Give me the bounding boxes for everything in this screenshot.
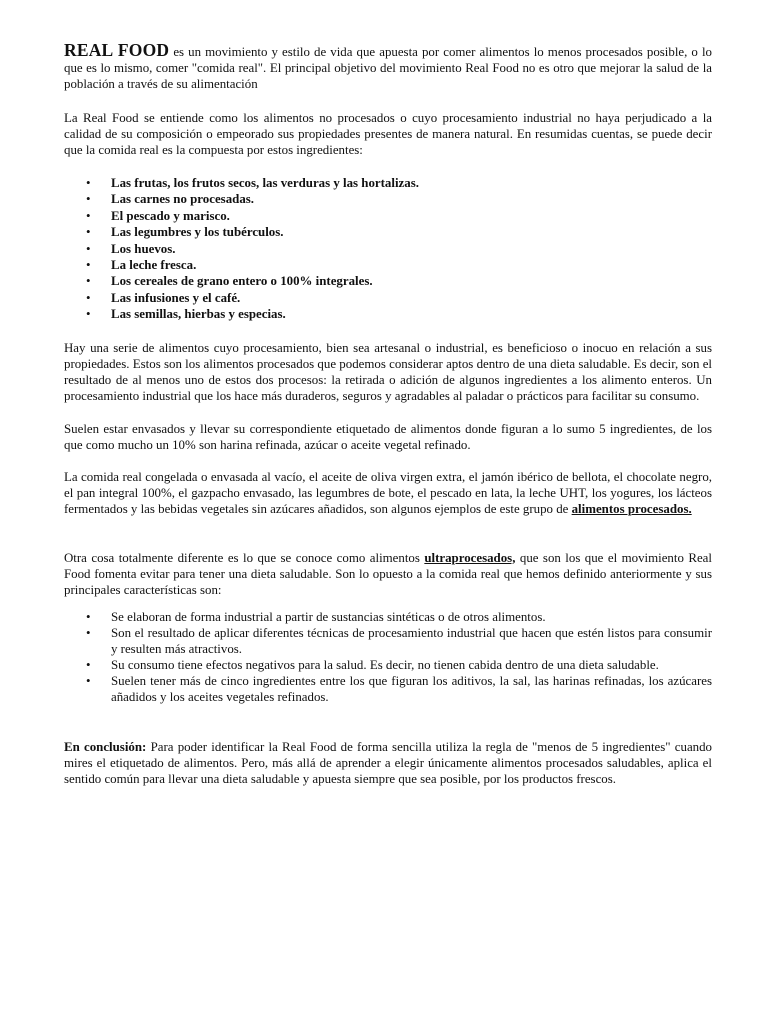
bullet-icon: • [86, 673, 91, 688]
list-item: • Las frutas, los frutos secos, las verduras y las hortalizas. [86, 176, 419, 190]
packaging-paragraph: Suelen estar envasados y llevar su correspondiente etiquetado de alimentos donde figuran a lo sumo 5 ingredientes, de los que como mucho un 10% son harina refinada, azúcar o aceite vegetal refinado. [64, 421, 712, 452]
examples-text: La comida real congelada o envasada al vacío, el aceite de oliva virgen extra, el jamón ibérico de bellota, el chocolate negro, el pan integral 100%, el gazpacho envasado, las legumbres de bote, el pescado en lata, la leche UHT, los yogures, los lácteos fermentados y las bebidas vegetales sin azúcares añadidos, son algunos ejemplos de este grupo de [64, 469, 712, 516]
bullet-icon: • [86, 176, 91, 190]
brand-title: REAL FOOD [64, 40, 170, 60]
bullet-icon: • [86, 225, 91, 240]
list-item: • El pescado y marisco. [86, 208, 230, 223]
examples-paragraph [64, 469, 712, 517]
bullet-icon: • [86, 307, 91, 322]
list-item: • Los huevos. [86, 241, 176, 256]
ultraprocessed-term: ultraprocesados, [424, 550, 516, 565]
bullet-icon: • [86, 609, 91, 624]
bullet-icon: • [86, 257, 91, 272]
ultraprocessed-paragraph [64, 550, 712, 598]
document-page [64, 42, 712, 787]
definition-paragraph: La Real Food se entiende como los alimentos no procesados o cuyo procesamiento industrial no haya perjudicado a la calidad de su composición o empeorado sus propiedades presentes de manera natural. En resumidas cuentas, se puede decir que la comida real es la compuesta por estos ingredientes: [64, 111, 712, 157]
bullet-icon: • [86, 625, 91, 640]
conclusion-paragraph [64, 739, 712, 787]
bullet-icon: • [86, 241, 91, 256]
conclusion-text: Para poder identificar la Real Food de forma sencilla utiliza la regla de "menos de 5 ingredientes" cuando mires el etiquetado de alimentos. Pero, más allá de aprender a elegir únicamente alimentos procesados saludables, aplica el sentido común para llevar una dieta saludable y apuesta siempre que sea posible, por los productos frescos. [64, 739, 713, 786]
list-item: • Las infusiones y el café. [86, 290, 241, 305]
bullet-icon: • [86, 192, 91, 207]
list-item: • Su consumo tiene efectos negativos para la salud. Es decir, no tienen cabida dentro de una dieta saludable. [86, 657, 659, 672]
bullet-icon: • [86, 274, 91, 289]
ultra-text-before: Otra cosa totalmente diferente es lo que se conoce como alimentos [64, 550, 420, 565]
list-item: • Los cereales de grano entero o 100% integrales. [86, 274, 373, 289]
processed-foods-term: alimentos procesados. [571, 501, 692, 516]
list-item: • Las legumbres y los tubérculos. [86, 225, 284, 240]
list-item: • Las semillas, hierbas y especias. [86, 307, 286, 322]
list-item: • La leche fresca. [86, 257, 197, 272]
list-item: • Suelen tener más de cinco ingredientes entre los que figuran los aditivos, la sal, las harinas refinadas, los azúcares añadidos y los aceites vegetales refinados. [86, 673, 712, 704]
processed-intro-paragraph: Hay una serie de alimentos cuyo procesamiento, bien sea artesanal o industrial, es beneficioso o inocuo en relación a sus propiedades. Estos son los alimentos procesados que podemos considerar aptos dentro de una dieta saludable. Es decir, son el resultado de al menos uno de estos dos procesos: la retirada o adición de algunos ingredientes a los alimento enteros. Un procesamiento industrial que los hace más duraderos, seguros y agradables al paladar o prácticos para facilitar su consumo. [64, 340, 712, 403]
list-item: • Se elaboran de forma industrial a partir de sustancias sintéticas o de otros alimentos. [86, 609, 546, 624]
bullet-icon: • [86, 657, 91, 672]
ingredients-list [64, 175, 712, 323]
ultraprocessed-features-list [64, 609, 712, 705]
list-item: • Son el resultado de aplicar diferentes técnicas de procesamiento industrial que hacen que estén listos para consumir y resulten más atractivos. [86, 625, 712, 656]
intro-paragraph [64, 42, 712, 92]
bullet-icon: • [86, 290, 91, 305]
list-item: • Las carnes no procesadas. [86, 192, 254, 207]
bullet-icon: • [86, 208, 91, 223]
intro-text: es un movimiento y estilo de vida que apuesta por comer alimentos lo menos procesados posible, o lo que es lo mismo, comer "comida real". El principal objetivo del movimiento Real Food no es otro que mejorar la salud de la población a través de su alimentación [64, 45, 712, 91]
conclusion-lead: En conclusión: [64, 739, 147, 754]
ultra-text-after: que son los que el movimiento Real Food fomenta evitar para tener una dieta saludable. Son lo opuesto a la comida real que hemos definido anteriormente y sus principales características son: [64, 550, 712, 597]
